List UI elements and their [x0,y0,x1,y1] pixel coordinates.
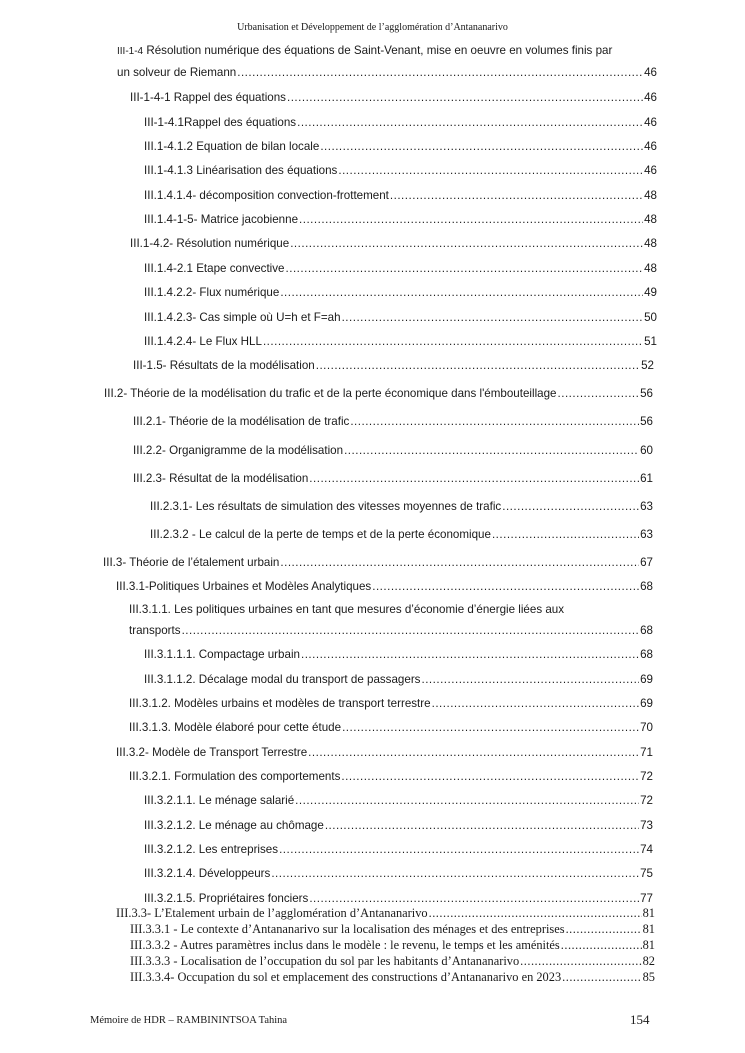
toc-page-number: 61 [640,472,653,485]
leader-dots [390,189,643,202]
toc-entry-label: III.3.2- Modèle de Transport Terrestre [116,746,308,759]
toc-entry[interactable] [117,66,657,79]
toc-entry[interactable] [130,922,655,937]
toc-entry[interactable] [129,721,653,734]
toc-entry[interactable] [144,189,657,202]
toc-page-number: 67 [640,556,653,569]
toc-entry-label: III.3.2.1.2. Le ménage au chômage [144,819,324,832]
toc-entry[interactable] [129,770,653,783]
toc-entry[interactable] [116,746,653,759]
leader-dots [295,794,639,807]
toc-entry-label: III.3.2.1.1. Le ménage salarié [144,794,295,807]
leader-dots [280,556,639,569]
toc-page-number: 56 [640,415,653,428]
toc-entry-label: III.3.1.1.1. Compactage urbain [144,648,300,661]
leader-dots [297,116,643,129]
toc-entry[interactable] [133,444,653,457]
toc-entry-label: III.1-4.1.3 Linéarisation des équations [144,164,338,177]
toc-entry-label: III.1.4-1-5- Matrice jacobienne [144,213,299,226]
toc-entry-label: III.3.2.1.5. Propriétaires fonciers [144,892,309,905]
toc-entry[interactable] [144,116,657,129]
toc-entry[interactable] [144,140,657,153]
toc-entry-label: III.3- Théorie de l’étalement urbain [103,556,280,569]
leader-dots [520,954,641,969]
toc-entry-label: III.3.1.2. Modèles urbains et modèles de transport terrestre [129,697,431,710]
toc-entry[interactable] [133,472,653,485]
toc-page-number: 81 [642,906,655,920]
toc-entry[interactable] [144,892,653,905]
leader-dots [237,66,643,79]
toc-page-number: 48 [644,237,657,250]
toc-entry[interactable] [144,673,653,686]
toc-entry[interactable] [130,91,657,104]
footer-author: Mémoire de HDR – RAMBININTSOA Tahina [90,1015,288,1026]
toc-entry[interactable] [104,387,653,400]
toc-entry-number: III-1-4 [117,46,144,57]
toc-entry-label: III.3.3.1 - Le contexte d’Antananarivo sur la localisation des ménages et des entreprises [130,922,565,936]
toc-entry[interactable] [144,262,657,275]
toc-entry-label: Résolution numérique des équations de Saint-Venant, mise en oeuvre en volumes finis par [146,44,613,57]
toc-entry[interactable] [144,794,653,807]
toc-entry-label: transports [129,624,181,637]
leader-dots [279,843,639,856]
leader-dots [286,262,644,275]
toc-entry-label: III.3.1.3. Modèle élaboré pour cette étude [129,721,342,734]
leader-dots [561,938,642,953]
toc-page-number: 71 [640,746,653,759]
toc-page-number: 52 [641,359,654,372]
toc-entry[interactable] [144,843,653,856]
leader-dots [429,906,642,921]
leader-dots [301,648,639,661]
toc-entry-label: III.2.1- Théorie de la modélisation de trafic [133,415,350,428]
toc-page-number: 70 [640,721,653,734]
toc-entry-label: III.3.2.1.2. Les entreprises [144,843,279,856]
leader-dots [562,970,641,985]
footer-page-number: 154 [630,1012,650,1027]
toc-entry-label: III.1.4.2.2- Flux numérique [144,286,280,299]
toc-entry[interactable] [144,819,653,832]
leader-dots [280,286,643,299]
leader-dots [502,500,639,513]
toc-entry-label: III.1.4.2.3- Cas simple où U=h et F=ah [144,311,341,324]
toc-entry-label: III.3.1-Politiques Urbaines et Modèles Analytiques [116,580,372,593]
toc-page-number: 46 [644,116,657,129]
leader-dots [325,819,639,832]
toc-page-number: 81 [642,938,655,952]
toc-entry-label: III.2.3- Résultat de la modélisation [133,472,309,485]
toc-entry-line [117,44,612,57]
toc-entry-label: III.3.1.1.2. Décalage modal du transport de passagers [144,673,421,686]
toc-entry[interactable] [150,500,653,513]
toc-page-number: 68 [640,648,653,661]
toc-page-number: 46 [644,66,657,79]
leader-dots [309,892,639,905]
leader-dots [320,140,643,153]
leader-dots [309,472,639,485]
leader-dots [263,335,643,348]
toc-page-number: 63 [640,500,653,513]
running-header: Urbanisation et Développement de l’agglomération d’Antananarivo [237,22,508,33]
leader-dots [558,387,640,400]
toc-entry-label: III-1.5- Résultats de la modélisation [133,359,315,372]
toc-entry[interactable] [144,286,657,299]
toc-page-number: 46 [644,164,657,177]
toc-page-number: 74 [640,843,653,856]
toc-entry-label: III.3.2.1. Formulation des comportements [129,770,341,783]
toc-entry-label: III.3.2.1.4. Développeurs [144,867,271,880]
toc-entry[interactable] [116,906,655,921]
toc-entry-label: III.1-4.2- Résolution numérique [130,237,290,250]
toc-entry[interactable] [144,213,657,226]
toc-entry-line: III.3.1.1. Les politiques urbaines en tant que mesures d’économie d’énergie liées aux [129,603,565,616]
toc-entry[interactable] [116,580,653,593]
leader-dots [338,164,643,177]
toc-entry[interactable] [144,311,657,324]
toc-entry-label: III.1.4.2.4- Le Flux HLL [144,335,262,348]
toc-entry[interactable] [144,867,653,880]
toc-entry-label: III.3.3.3 - Localisation de l’occupation du sol par les habitants d’Antananarivo [130,954,520,968]
toc-page-number: 69 [640,697,653,710]
leader-dots [271,867,639,880]
leader-dots [432,697,640,710]
leader-dots [182,624,640,637]
toc-page-number: 46 [644,140,657,153]
toc-page-number: 68 [640,624,653,637]
toc-page-number: 77 [640,892,653,905]
toc-entry-label: III.1.4-2.1 Etape convective [144,262,285,275]
toc-entry-label: III.3.3.4- Occupation du sol et emplacement des constructions d’Antananarivo en 2023 [130,970,562,984]
toc-entry-label: III.2.3.2 - Le calcul de la perte de temps et de la perte économique [150,528,491,541]
toc-page-number: 48 [644,189,657,202]
toc-page-number: 56 [640,387,653,400]
toc-page-number: 75 [640,867,653,880]
toc-page-number: 72 [640,794,653,807]
leader-dots [344,444,639,457]
toc-entry-label: III-1-4-1 Rappel des équations [130,91,286,104]
toc-entry-label: III-1-4.1Rappel des équations [144,116,297,129]
leader-dots [287,91,643,104]
leader-dots [341,770,639,783]
leader-dots [299,213,643,226]
toc-page-number: 81 [642,922,655,936]
toc-page-number: 48 [644,262,657,275]
toc-page-number: 82 [642,954,655,968]
toc-page-number: 50 [644,311,657,324]
toc-entry[interactable] [130,954,655,969]
toc-entry[interactable] [129,697,653,710]
toc-page-number: 60 [640,444,653,457]
toc-entry[interactable] [144,335,657,348]
toc-entry-label: III.1-4.1.2 Equation de bilan locale [144,140,320,153]
toc-page-number: 68 [640,580,653,593]
toc-page-number: 63 [640,528,653,541]
leader-dots [342,721,639,734]
leader-dots [372,580,639,593]
toc-page-number: 48 [644,213,657,226]
toc-entry-label: III.2.2- Organigramme de la modélisation [133,444,344,457]
leader-dots [308,746,639,759]
toc-entry[interactable] [130,970,655,985]
leader-dots [290,237,643,250]
toc-entry-label: III.2- Théorie de la modélisation du trafic et de la perte économique dans l'émbouteillage [104,387,557,400]
leader-dots [492,528,639,541]
toc-page-number: 85 [642,970,655,984]
toc-page-number: 73 [640,819,653,832]
toc-entry-label: III.1.4.1.4- décomposition convection-frottement [144,189,389,202]
toc-entry[interactable] [133,359,654,372]
toc-page-number: 49 [644,286,657,299]
toc-entry-label: III.3.3.2 - Autres paramètres inclus dans le modèle : le revenu, le temps et les aménités [130,938,560,952]
toc-entry[interactable] [130,938,655,953]
leader-dots [421,673,639,686]
leader-dots [342,311,644,324]
toc-page-number: 51 [644,335,657,348]
toc-entry[interactable] [103,556,653,569]
toc-page-number: 69 [640,673,653,686]
toc-entry[interactable] [144,648,653,661]
toc-entry[interactable] [129,624,653,637]
leader-dots [316,359,640,372]
toc-page-number: 46 [644,91,657,104]
toc-entry-label: III.3.3- L’Etalement urbain de l’agglomération d’Antananarivo [116,906,428,920]
toc-entry[interactable] [130,237,657,250]
leader-dots [350,415,639,428]
toc-entry[interactable] [150,528,653,541]
toc-entry-label: III.2.3.1- Les résultats de simulation des vitesses moyennes de trafic [150,500,502,513]
leader-dots [566,922,642,937]
toc-entry-label: un solveur de Riemann [117,66,237,79]
toc-entry[interactable] [144,164,657,177]
toc-page-number: 72 [640,770,653,783]
toc-entry[interactable] [133,415,653,428]
